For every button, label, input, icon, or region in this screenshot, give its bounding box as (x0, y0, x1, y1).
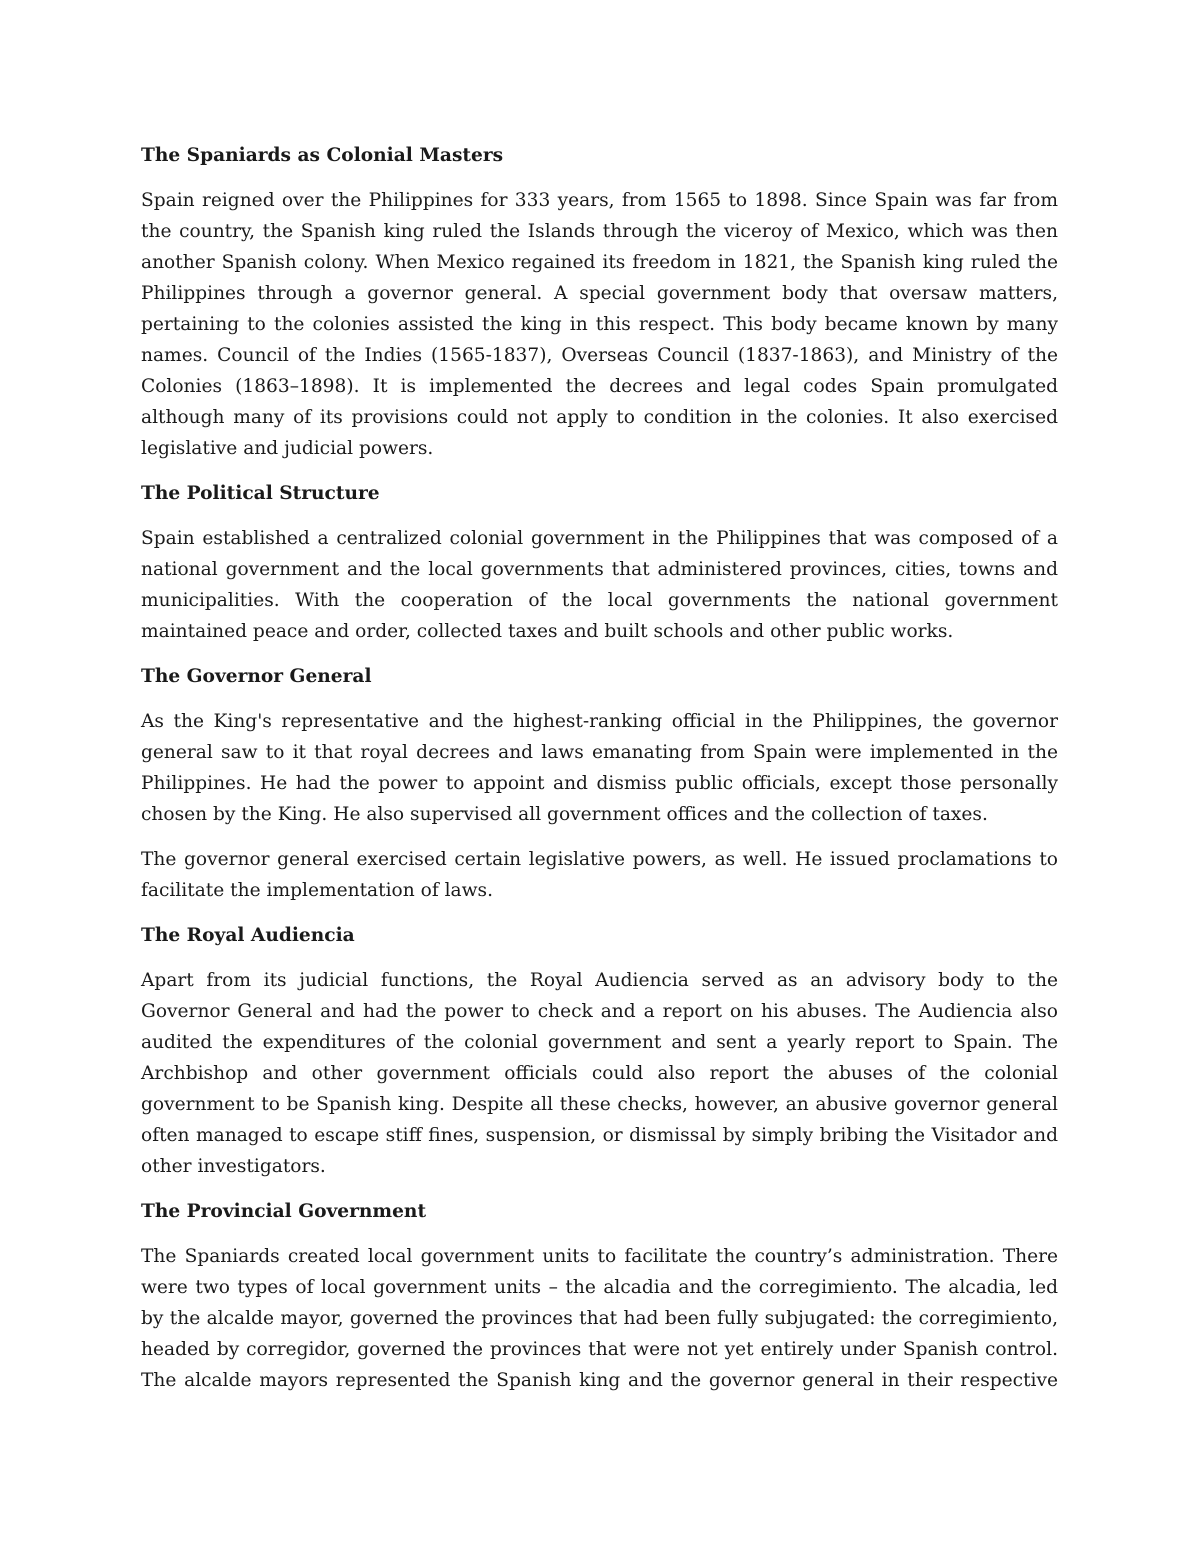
section-colonial-masters (141, 140, 1058, 464)
section-paragraph: As the King's representative and the highest-ranking official in the Philippines, the governor general saw to it that royal decrees and laws emanating from Spain were implemented in the Philippines. He had the power to appoint and dismiss public officials, except those personally chosen by the King. He also supervised all government offices and the collection of taxes. (141, 711, 1058, 825)
section-paragraph: The governor general exercised certain legislative powers, as well. He issued proclamations to facilitate the implementation of laws. (141, 849, 1058, 901)
section-provincial-government (141, 1196, 1058, 1396)
section-governor-general (141, 661, 1058, 906)
section-paragraph: The Spaniards created local government units to facilitate the country’s administration. There were two types of local government units – the alcadia and the corregimiento. The alcadia, led by the alcalde mayor, governed the provinces that had been fully subjugated: the corregimiento, headed by corregidor, governed the provinces that were not yet entirely under Spanish control. The alcalde mayors represented the Spanish king and the governor general in their respective (141, 1246, 1058, 1391)
section-heading: The Political Structure (141, 483, 380, 504)
section-paragraph: Spain reigned over the Philippines for 333 years, from 1565 to 1898. Since Spain was far from the country, the Spanish king ruled the Islands through the viceroy of Mexico, which was then another Spanish colony. When Mexico regained its freedom in 1821, the Spanish king ruled the Philippines through a governor general. A special government body that oversaw matters, pertaining to the colonies assisted the king in this respect. This body became known by many names. Council of the Indies (1565-1837), Overseas Council (1837-1863), and Ministry of the Colonies (1863–1898). It is implemented the decrees and legal codes Spain promulgated although many of its provisions could not apply to condition in the colonies. It also exercised legislative and judicial powers. (141, 190, 1058, 459)
section-heading: The Royal Audiencia (141, 925, 355, 946)
section-heading: The Governor General (141, 666, 372, 687)
section-paragraph: Apart from its judicial functions, the Royal Audiencia served as an advisory body to the Governor General and had the power to check and a report on his abuses. The Audiencia also audited the expenditures of the colonial government and sent a yearly report to Spain. The Archbishop and other government officials could also report the abuses of the colonial government to be Spanish king. Despite all these checks, however, an abusive governor general often managed to escape stiff fines, suspension, or dismissal by simply bribing the Visitador and other investigators. (141, 970, 1058, 1177)
section-political-structure (141, 478, 1058, 647)
section-heading: The Provincial Government (141, 1201, 427, 1222)
document-page (141, 140, 1058, 1410)
section-heading: The Spaniards as Colonial Masters (141, 145, 504, 166)
section-royal-audiencia (141, 920, 1058, 1182)
section-paragraph: Spain established a centralized colonial government in the Philippines that was composed of a national government and the local governments that administered provinces, cities, towns and municipalities. With the cooperation of the local governments the national government maintained peace and order, collected taxes and built schools and other public works. (141, 528, 1058, 642)
